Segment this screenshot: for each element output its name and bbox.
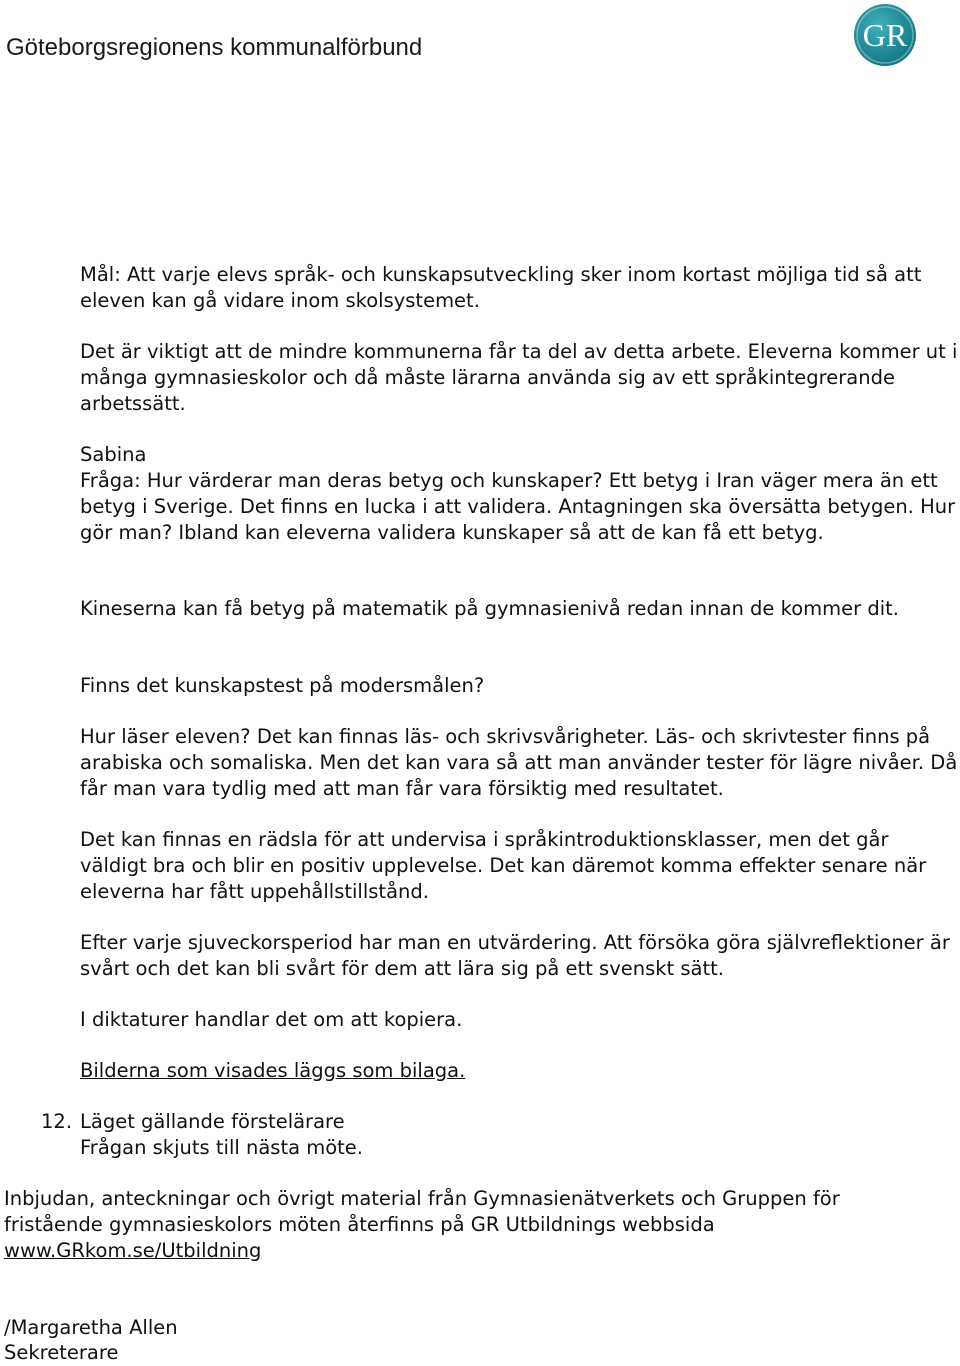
item-title: Läget gällande förstelärare — [80, 1110, 345, 1133]
paragraph-mother-tongue-test: Finns det kunskapstest på modersmålen? — [80, 674, 485, 697]
paragraph-evaluation: Efter varje sjuveckorsperiod har man en utvärdering. Att försöka göra självreflektioner är svårt och det kan bli svårt för dem att lära sig på ett svenskt sätt. — [80, 931, 950, 980]
goal-paragraph: Mål: Att varje elevs språk- och kunskapsutveckling sker inom kortast möjliga tid så att eleven kan gå vidare inom skolsystemet. — [80, 263, 922, 312]
footer-link-line — [4, 1238, 944, 1264]
paragraph-fear-teaching: Det kan finnas en rädsla för att undervisa i språkintroduktionsklasser, men det går väldigt bra och blir en positiv upplevelse. Det kan däremot komma effekter senare när eleverna har fått uppehållstillstånd. — [80, 828, 927, 903]
paragraph-dictatorships: I diktaturer handlar det om att kopiera. — [80, 1008, 463, 1031]
item-text: Frågan skjuts till nästa möte. — [80, 1136, 364, 1159]
paragraph-chinese-students: Kineserna kan få betyg på matematik på gymnasienivå redan innan de kommer dit. — [80, 597, 899, 620]
website-link[interactable]: www.GRkom.se/Utbildning — [4, 1239, 262, 1262]
speaker-name: Sabina — [80, 443, 147, 466]
attachment-note: Bilderna som visades läggs som bilaga. — [80, 1059, 466, 1082]
footer-text: Inbjudan, anteckningar och övrigt material från Gymnasienätverkets och Gruppen för fristående gymnasieskolors möten återfinns på GR Utbildnings webbsida — [4, 1187, 840, 1236]
organization-name: Göteborgsregionens kommunalförbund — [6, 34, 423, 61]
item-number: 12. — [41, 1110, 73, 1133]
paragraph-small-municipalities: Det är viktigt att de mindre kommunerna får ta del av detta arbete. Eleverna kommer ut i många gymnasieskolor och då måste lärarna använda sig av ett språkintegrerande arbetssätt. — [80, 340, 958, 415]
svg-text:GR: GR — [862, 17, 908, 53]
paragraph-reading: Hur läser eleven? Det kan finnas läs- och skrivsvårigheter. Läs- och skrivtester finns på arabiska och somaliska. Men det kan vara så att man använder tester för lägre nivåer. Då får man vara tydlig med att man får vara försiktig med resultatet. — [80, 725, 958, 800]
signature: /Margaretha Allen — [4, 1316, 178, 1339]
signature-role: Sekreterare — [4, 1341, 119, 1364]
paragraph-grades-question: Fråga: Hur värderar man deras betyg och kunskaper? Ett betyg i Iran väger mera än ett betyg i Sverige. Det finns en lucka i att validera. Antagningen ska översätta betygen. Hur gör man? Ibland kan eleverna validera kunskaper så att de kan få ett betyg. — [80, 469, 956, 544]
gr-logo — [852, 2, 918, 68]
